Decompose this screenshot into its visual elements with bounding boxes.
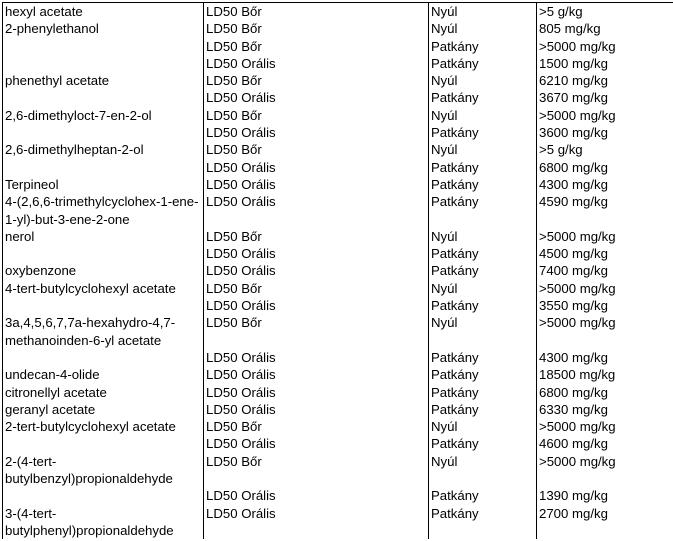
species-cell: Patkány xyxy=(429,366,537,383)
species-cell: Nyúl xyxy=(429,314,537,349)
value-cell: 18500 mg/kg xyxy=(537,366,673,383)
substance-name-cell: 4-(2,6,6-trimethylcyclohex-1-ene-1-yl)-but-3-ene-2-one xyxy=(3,193,204,228)
test-type-cell: LD50 Bőr xyxy=(204,38,429,55)
value-cell: >5000 mg/kg xyxy=(537,228,673,245)
test-type-cell: LD50 Orális xyxy=(204,176,429,193)
substance-name-cell xyxy=(3,89,204,106)
test-type-cell: LD50 Bőr xyxy=(204,141,429,158)
value-cell: 6330 mg/kg xyxy=(537,401,673,418)
value-cell: 4590 mg/kg xyxy=(537,193,673,228)
test-type-cell: LD50 Bőr xyxy=(204,228,429,245)
test-type-cell: LD50 Orális xyxy=(204,159,429,176)
substance-name-cell: 2,6-dimethyloct-7-en-2-ol xyxy=(3,107,204,124)
test-type-cell: LD50 Orális xyxy=(204,245,429,262)
table-row xyxy=(3,280,673,297)
test-type-cell: LD50 Bőr xyxy=(204,453,429,488)
species-cell: Nyúl xyxy=(429,453,537,488)
test-type-cell: LD50 Orális xyxy=(204,89,429,106)
table-row xyxy=(3,435,673,452)
species-cell: Patkány xyxy=(429,262,537,279)
table-row xyxy=(3,72,673,89)
substance-name-cell: 2-phenylethanol xyxy=(3,20,204,37)
table-row xyxy=(3,366,673,383)
species-cell: Nyúl xyxy=(429,418,537,435)
test-type-cell: LD50 Bőr xyxy=(204,280,429,297)
test-type-cell: LD50 Orális xyxy=(204,193,429,228)
species-cell: Nyúl xyxy=(429,141,537,158)
species-cell: Patkány xyxy=(429,435,537,452)
substance-name-cell: 3a,4,5,6,7,7a-hexahydro-4,7-methanoinden-6-yl acetate xyxy=(3,314,204,349)
species-cell: Patkány xyxy=(429,159,537,176)
substance-name-cell: 2-(4-tert-butylbenzyl)propionaldehyde xyxy=(3,453,204,488)
species-cell: Patkány xyxy=(429,297,537,314)
value-cell: 805 mg/kg xyxy=(537,20,673,37)
substance-name-cell: 4-tert-butylcyclohexyl acetate xyxy=(3,280,204,297)
table-row xyxy=(3,505,673,540)
test-type-cell: LD50 Orális xyxy=(204,505,429,540)
table-row xyxy=(3,487,673,504)
table-row xyxy=(3,228,673,245)
test-type-cell: LD50 Orális xyxy=(204,297,429,314)
value-cell: 6210 mg/kg xyxy=(537,72,673,89)
value-cell: 6800 mg/kg xyxy=(537,159,673,176)
table-row xyxy=(3,159,673,176)
substance-name-cell: hexyl acetate xyxy=(3,3,204,21)
test-type-cell: LD50 Orális xyxy=(204,435,429,452)
table-row xyxy=(3,3,673,21)
test-type-cell: LD50 Orális xyxy=(204,262,429,279)
value-cell: 3670 mg/kg xyxy=(537,89,673,106)
substance-name-cell xyxy=(3,435,204,452)
table-row xyxy=(3,38,673,55)
substance-name-cell: undecan-4-olide xyxy=(3,366,204,383)
species-cell: Patkány xyxy=(429,505,537,540)
table-row xyxy=(3,297,673,314)
species-cell: Patkány xyxy=(429,89,537,106)
substance-name-cell xyxy=(3,55,204,72)
table-row xyxy=(3,453,673,488)
substance-name-cell: 2,6-dimethylheptan-2-ol xyxy=(3,141,204,158)
substance-name-cell xyxy=(3,487,204,504)
table-row xyxy=(3,89,673,106)
value-cell: >5000 mg/kg xyxy=(537,38,673,55)
test-type-cell: LD50 Bőr xyxy=(204,418,429,435)
test-type-cell: LD50 Orális xyxy=(204,401,429,418)
table-row xyxy=(3,401,673,418)
test-type-cell: LD50 Orális xyxy=(204,384,429,401)
substance-name-cell: Terpineol xyxy=(3,176,204,193)
substance-name-cell: 3-(4-tert-butylphenyl)propionaldehyde xyxy=(3,505,204,540)
test-type-cell: LD50 Bőr xyxy=(204,314,429,349)
substance-name-cell xyxy=(3,349,204,366)
table-row xyxy=(3,107,673,124)
value-cell: 4300 mg/kg xyxy=(537,349,673,366)
value-cell: >5000 mg/kg xyxy=(537,453,673,488)
substance-name-cell: citronellyl acetate xyxy=(3,384,204,401)
table-row xyxy=(3,418,673,435)
substance-name-cell: phenethyl acetate xyxy=(3,72,204,89)
test-type-cell: LD50 Bőr xyxy=(204,107,429,124)
table-row xyxy=(3,245,673,262)
toxicity-document xyxy=(2,2,673,541)
species-cell: Nyúl xyxy=(429,228,537,245)
species-cell: Patkány xyxy=(429,176,537,193)
value-cell: >5 g/kg xyxy=(537,3,673,21)
test-type-cell: LD50 Orális xyxy=(204,487,429,504)
table-row xyxy=(3,20,673,37)
substance-name-cell: oxybenzone xyxy=(3,262,204,279)
substance-name-cell: 2-tert-butylcyclohexyl acetate xyxy=(3,418,204,435)
value-cell: 1500 mg/kg xyxy=(537,55,673,72)
table-row xyxy=(3,124,673,141)
value-cell: >5 g/kg xyxy=(537,141,673,158)
substance-name-cell xyxy=(3,38,204,55)
table-row xyxy=(3,55,673,72)
test-type-cell: LD50 Orális xyxy=(204,55,429,72)
species-cell: Patkány xyxy=(429,124,537,141)
test-type-cell: LD50 Bőr xyxy=(204,20,429,37)
value-cell: 4500 mg/kg xyxy=(537,245,673,262)
test-type-cell: LD50 Orális xyxy=(204,349,429,366)
species-cell: Nyúl xyxy=(429,107,537,124)
species-cell: Nyúl xyxy=(429,280,537,297)
value-cell: >5000 mg/kg xyxy=(537,280,673,297)
substance-name-cell xyxy=(3,124,204,141)
value-cell: >5000 mg/kg xyxy=(537,418,673,435)
value-cell: 1390 mg/kg xyxy=(537,487,673,504)
value-cell: 3600 mg/kg xyxy=(537,124,673,141)
table-row xyxy=(3,176,673,193)
species-cell: Patkány xyxy=(429,487,537,504)
species-cell: Nyúl xyxy=(429,20,537,37)
species-cell: Patkány xyxy=(429,349,537,366)
value-cell: 2700 mg/kg xyxy=(537,505,673,540)
value-cell: >5000 mg/kg xyxy=(537,314,673,349)
species-cell: Patkány xyxy=(429,384,537,401)
value-cell: 3550 mg/kg xyxy=(537,297,673,314)
substance-name-cell: geranyl acetate xyxy=(3,401,204,418)
test-type-cell: LD50 Orális xyxy=(204,124,429,141)
test-type-cell: LD50 Orális xyxy=(204,366,429,383)
value-cell: 6800 mg/kg xyxy=(537,384,673,401)
species-cell: Nyúl xyxy=(429,72,537,89)
table-row xyxy=(3,141,673,158)
substance-name-cell xyxy=(3,245,204,262)
substance-name-cell xyxy=(3,297,204,314)
table-row xyxy=(3,262,673,279)
table-row xyxy=(3,314,673,349)
toxicity-table-body xyxy=(3,3,673,540)
test-type-cell: LD50 Bőr xyxy=(204,72,429,89)
value-cell: >5000 mg/kg xyxy=(537,107,673,124)
species-cell: Patkány xyxy=(429,245,537,262)
species-cell: Patkány xyxy=(429,55,537,72)
species-cell: Patkány xyxy=(429,193,537,228)
value-cell: 7400 mg/kg xyxy=(537,262,673,279)
table-row xyxy=(3,349,673,366)
table-row xyxy=(3,384,673,401)
test-type-cell: LD50 Bőr xyxy=(204,3,429,21)
value-cell: 4600 mg/kg xyxy=(537,435,673,452)
substance-name-cell xyxy=(3,159,204,176)
species-cell: Patkány xyxy=(429,401,537,418)
species-cell: Nyúl xyxy=(429,3,537,21)
substance-name-cell: nerol xyxy=(3,228,204,245)
toxicity-table xyxy=(2,2,673,539)
value-cell: 4300 mg/kg xyxy=(537,176,673,193)
table-row xyxy=(3,193,673,228)
species-cell: Patkány xyxy=(429,38,537,55)
